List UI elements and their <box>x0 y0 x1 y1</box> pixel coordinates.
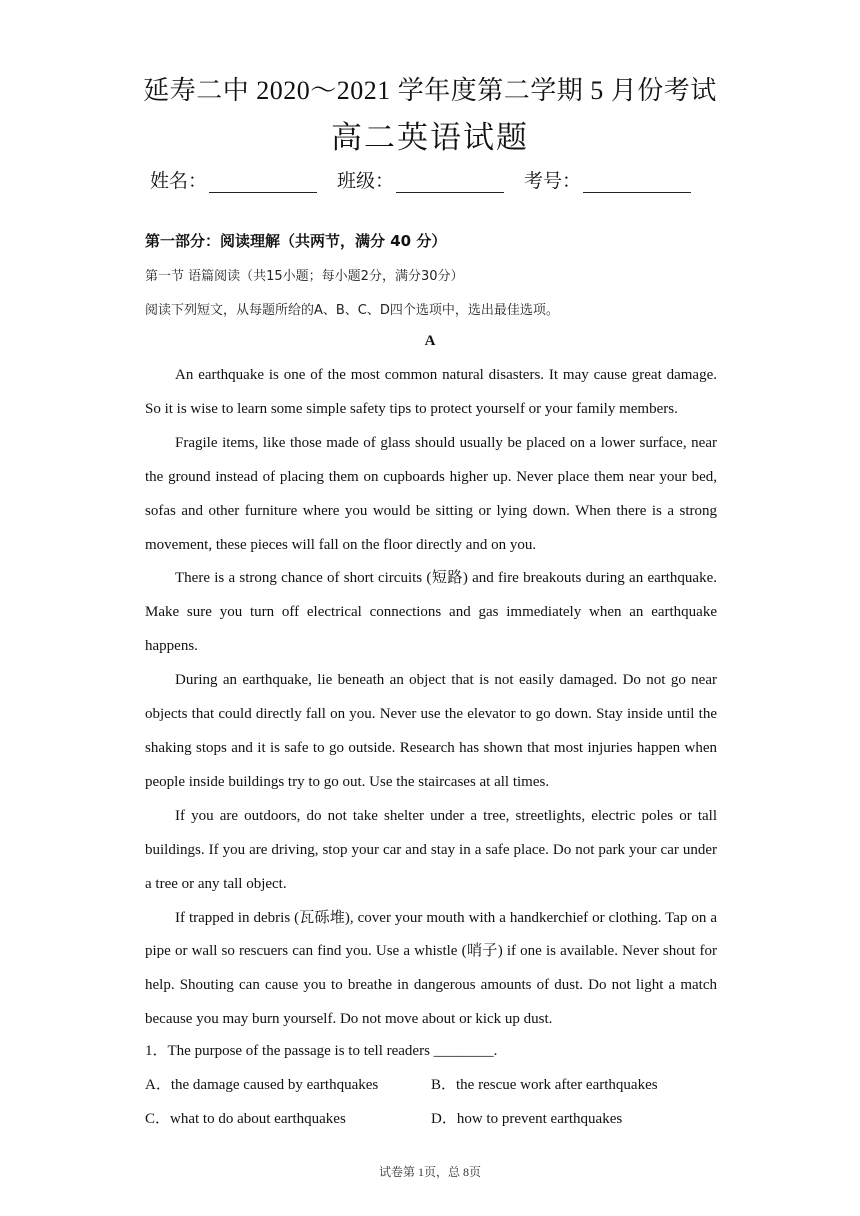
name-blank[interactable] <box>209 174 317 193</box>
name-label: 姓名： <box>150 170 208 192</box>
exam-number-field <box>524 166 691 193</box>
question-stem: 1．The purpose of the passage is to tell readers ________. <box>145 1043 498 1059</box>
passage-paragraph: An earthquake is one of the most common natural disasters. It may cause great damage. So it is wise to learn some simple safety tips to protect yourself or your family members. <box>145 367 717 417</box>
section-heading: 第一节 语篇阅读（共15小题；每小题2分，满分30分） <box>145 269 464 284</box>
passage-label: A <box>424 333 436 349</box>
option-d[interactable]: D．how to prevent earthquakes <box>431 1110 623 1127</box>
option-row <box>145 1103 717 1137</box>
option-c[interactable]: C．what to do about earthquakes <box>145 1110 346 1127</box>
student-info-row <box>150 166 750 193</box>
exam-title: 高二英语试题 <box>331 120 529 156</box>
passage-paragraph: If you are outdoors, do not take shelter under a tree, streetlights, electric poles or tall buildings. If you are driving, stop your car and stay in a safe place. Do not park your car under a tree or any tall object. <box>145 807 717 892</box>
name-field <box>150 166 317 193</box>
question-1 <box>145 1035 717 1137</box>
class-label: 班级： <box>337 170 395 192</box>
option-a[interactable]: A．the damage caused by earthquakes <box>145 1076 379 1093</box>
passage-paragraph: Fragile items, like those made of glass should usually be placed on a lower surface, near the ground instead of placing them on cupboards higher up. Never place them near your bed, sofas and other furniture where you would be sitting or lying down. When there is a strong movement, these pieces will fall on the floor directly and on you. <box>145 434 717 553</box>
part-heading: 第一部分：阅读理解（共两节，满分 40 分） <box>145 232 447 250</box>
class-field <box>337 166 504 193</box>
school-title: 延寿二中 2020～2021 学年度第二学期 5 月份考试 <box>143 76 717 105</box>
exam-number-label: 考号： <box>524 170 582 192</box>
section-instruction: 阅读下列短文，从每题所给的A、B、C、D四个选项中，选出最佳选项。 <box>145 303 559 318</box>
option-b[interactable]: B．the rescue work after earthquakes <box>431 1076 658 1093</box>
option-row <box>145 1069 717 1103</box>
class-blank[interactable] <box>396 174 504 193</box>
passage-body <box>145 359 717 1037</box>
page-footer: 试卷第 1页，总 8页 <box>378 1165 481 1179</box>
passage-paragraph: During an earthquake, lie beneath an object that is not easily damaged. Do not go near objects that could directly fall on you. Never use the elevator to go down. Stay inside until the shaking stops and it is safe to go outside. Research has shown that most injuries happen when people inside buildings try to go out. Use the staircases at all times. <box>145 672 717 790</box>
passage-paragraph: There is a strong chance of short circuits (短路) and fire breakouts during an earthquake. Make sure you turn off electrical connections and gas immediately when an earthquake happens. <box>145 570 717 655</box>
passage-paragraph: If trapped in debris (瓦砾堆), cover your mouth with a handkerchief or clothing. Tap on a pipe or wall so rescuers can find you. Use a whistle (哨子) if one is available. Never shout for help. Shouting can cause you to breathe in dangerous amounts of dust. Do not light a match because you may burn yourself. Do not move about or kick up dust. <box>145 909 717 1028</box>
exam-number-blank[interactable] <box>583 174 691 193</box>
